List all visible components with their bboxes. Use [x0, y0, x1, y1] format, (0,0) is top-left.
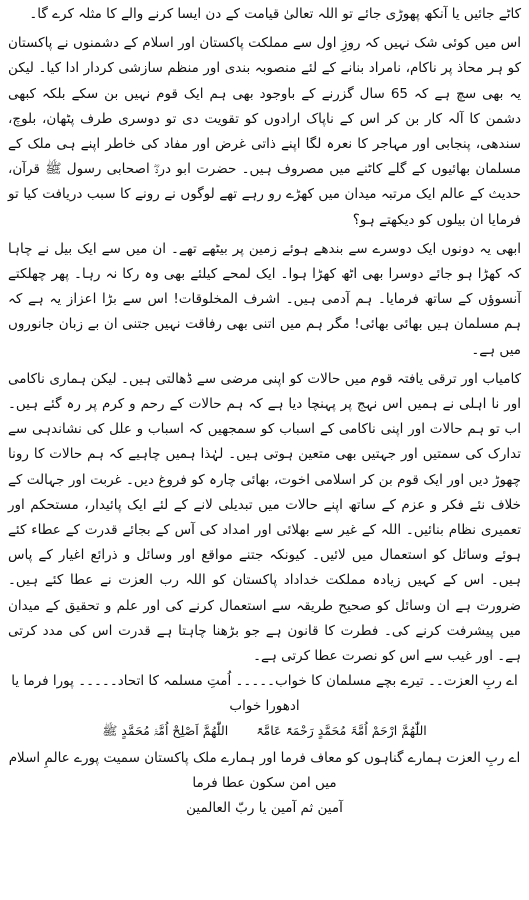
- arabic-dua-line: [8, 720, 521, 742]
- article-paragraph-3: ابھی یہ دونوں ایک دوسرے سے بندھے ہوئے زمین پر بیٹھے تھے۔ ان میں سے ایک بیل نے چاہا کہ کھڑا ہو جائے دوسرا بھی اٹھ کھڑا ہوا۔ ایک لمحے کیلئے بھی وہ رکا نہ رہا۔ پھر چھلکتے آنسوؤں کے ساتھ فرمایا۔ ہم آدمی ہیں۔ اشرف المخلوقات! اس سے بڑا اعزاز یہ ہے کہ ہم مسلمان ہیں بھائی بھائی! مگر ہم میں اتنی بھی رفاقت نہیں جتنی ان بے زبان جانوروں میں ہے۔: [8, 240, 521, 358]
- article-page: [8, 2, 521, 898]
- article-paragraph-1: کاٹے جائیں یا آنکھ پھوڑی جائے تو اللہ تعالیٰ قیامت کے دن ایسا کرنے والے کا مثلہ کرے گا۔: [29, 6, 521, 22]
- article-paragraph-4: کامیاب اور ترقی یافتہ قوم میں حالات کو اپنی مرضی سے ڈھالتی ہیں۔ لیکن ہماری ناکامی اور نا اہلی نے ہمیں اس نہج پر پہنچا دیا ہے کہ ہم حالات کے رحم و کرم پر رہ گئے ہیں۔ اب تو ہم حالات اور اپنی ناکامی کے اسباب کو سمجھیں کہ اسباب و علل کی نشاندہی سے تدارک کی سمتیں اور جہتیں بھی متعین ہوتی ہیں۔ لہٰذا ہمیں چاہیے کہ ہم حالات کا رونا چھوڑ دیں اور ایک قوم بن کر اسلامی اخوت، بھائی چارہ کو فروغ دیں۔ غربت اور جہالت کے خلاف نئے فکر و عزم کے ساتھ اپنے حالات میں تبدیلی لانے کے لئے ایک پائیدار، مستحکم اور تعمیری نظام بنائیں۔ اللہ کے غیر سے بھلائی اور امداد کی آس کے بجائے قدرت کے عطاء کئے ہوئے وسائل کو استعمال میں لائیں۔ کیونکہ جتنے مواقع اور وسائل و ذرائع اغیار کے پاس ہیں۔ اس کے کہیں زیادہ مملکت خداداد پاکستان کو اللہ رب العزت نے عطا کئے ہیں۔ ضرورت ہے ان وسائل کو صحیح طریقہ سے استعمال کرنے کی اور علم و تحقیق کے میدان میں پیشرفت کرنے کی۔ فطرت کا قانون ہے جو بڑھنا چاہتا ہے قدرت اس کی مدد کرتی ہے۔ اور غیب سے اس کو نصرت عطا کرتی ہے۔: [8, 370, 521, 665]
- verse-line: اے ربِ العزت۔۔ تیرے بچے مسلمان کا خواب۔۔۔۔۔ اُمتِ مسلمہ کا اتحاد۔۔۔۔۔ پورا فرما یا ادھورا خواب: [11, 673, 518, 715]
- closing-prayer: اے ربِ العزت ہمارے گناہوں کو معاف فرما اور ہمارے ملک پاکستان سمیت پورے عالمِ اسلام میں امن سکون عطا فرما: [8, 749, 521, 791]
- article-paragraph-2: اس میں کوئی شک نہیں کہ روزِ اول سے مملکت پاکستان اور اسلام کے دشمنوں نے پاکستان کو ہر محاذ پر ناکام، نامراد بنانے کے لئے منصوبہ بندی اور منظم سازشی کردار ادا کیا۔ لیکن یہ بھی سچ ہے کہ 65 سال گزرنے کے باوجود بھی ہم ایک قوم نہیں بن سکے بلکہ کبھی دشمن کا آلہ کار بن کر اس کے ناپاک ارادوں کو تقویت دی تو دوسری طرف پٹھان، بلوچ، سندھی، پنجابی اور مہاجر کا نعرہ لگا اپنے ذاتی غرض اور مفاد کی خاطر اپنے ہی ملک کے مسلمان بھائیوں کے گلے کاٹنے میں مصروف ہیں۔ حضرت ابو دردؓ اصحابی رسول ﷺ قرآن، حدیث کے عالم ایک مرتبہ میدان میں کھڑے رو رہے تھے لوگوں نے رونے کا سبب دریافت کیا تو فرمایا ان بیلوں کو دیکھتے ہو؟: [8, 35, 521, 228]
- arabic-dua-2: اللّٰھُمَّ اَصْلِحْ اُمَّۃَ مُحَمَّدٍ ﷺ: [102, 722, 229, 738]
- amen-line: آمین ثم آمین یا ربّ العالمین: [186, 800, 343, 817]
- arabic-dua-1: اللّٰھُمَّ ارْحَمْ اُمَّۃَ مُحَمَّدٍ رَحْمَۃً عَامَّۃً: [256, 722, 427, 738]
